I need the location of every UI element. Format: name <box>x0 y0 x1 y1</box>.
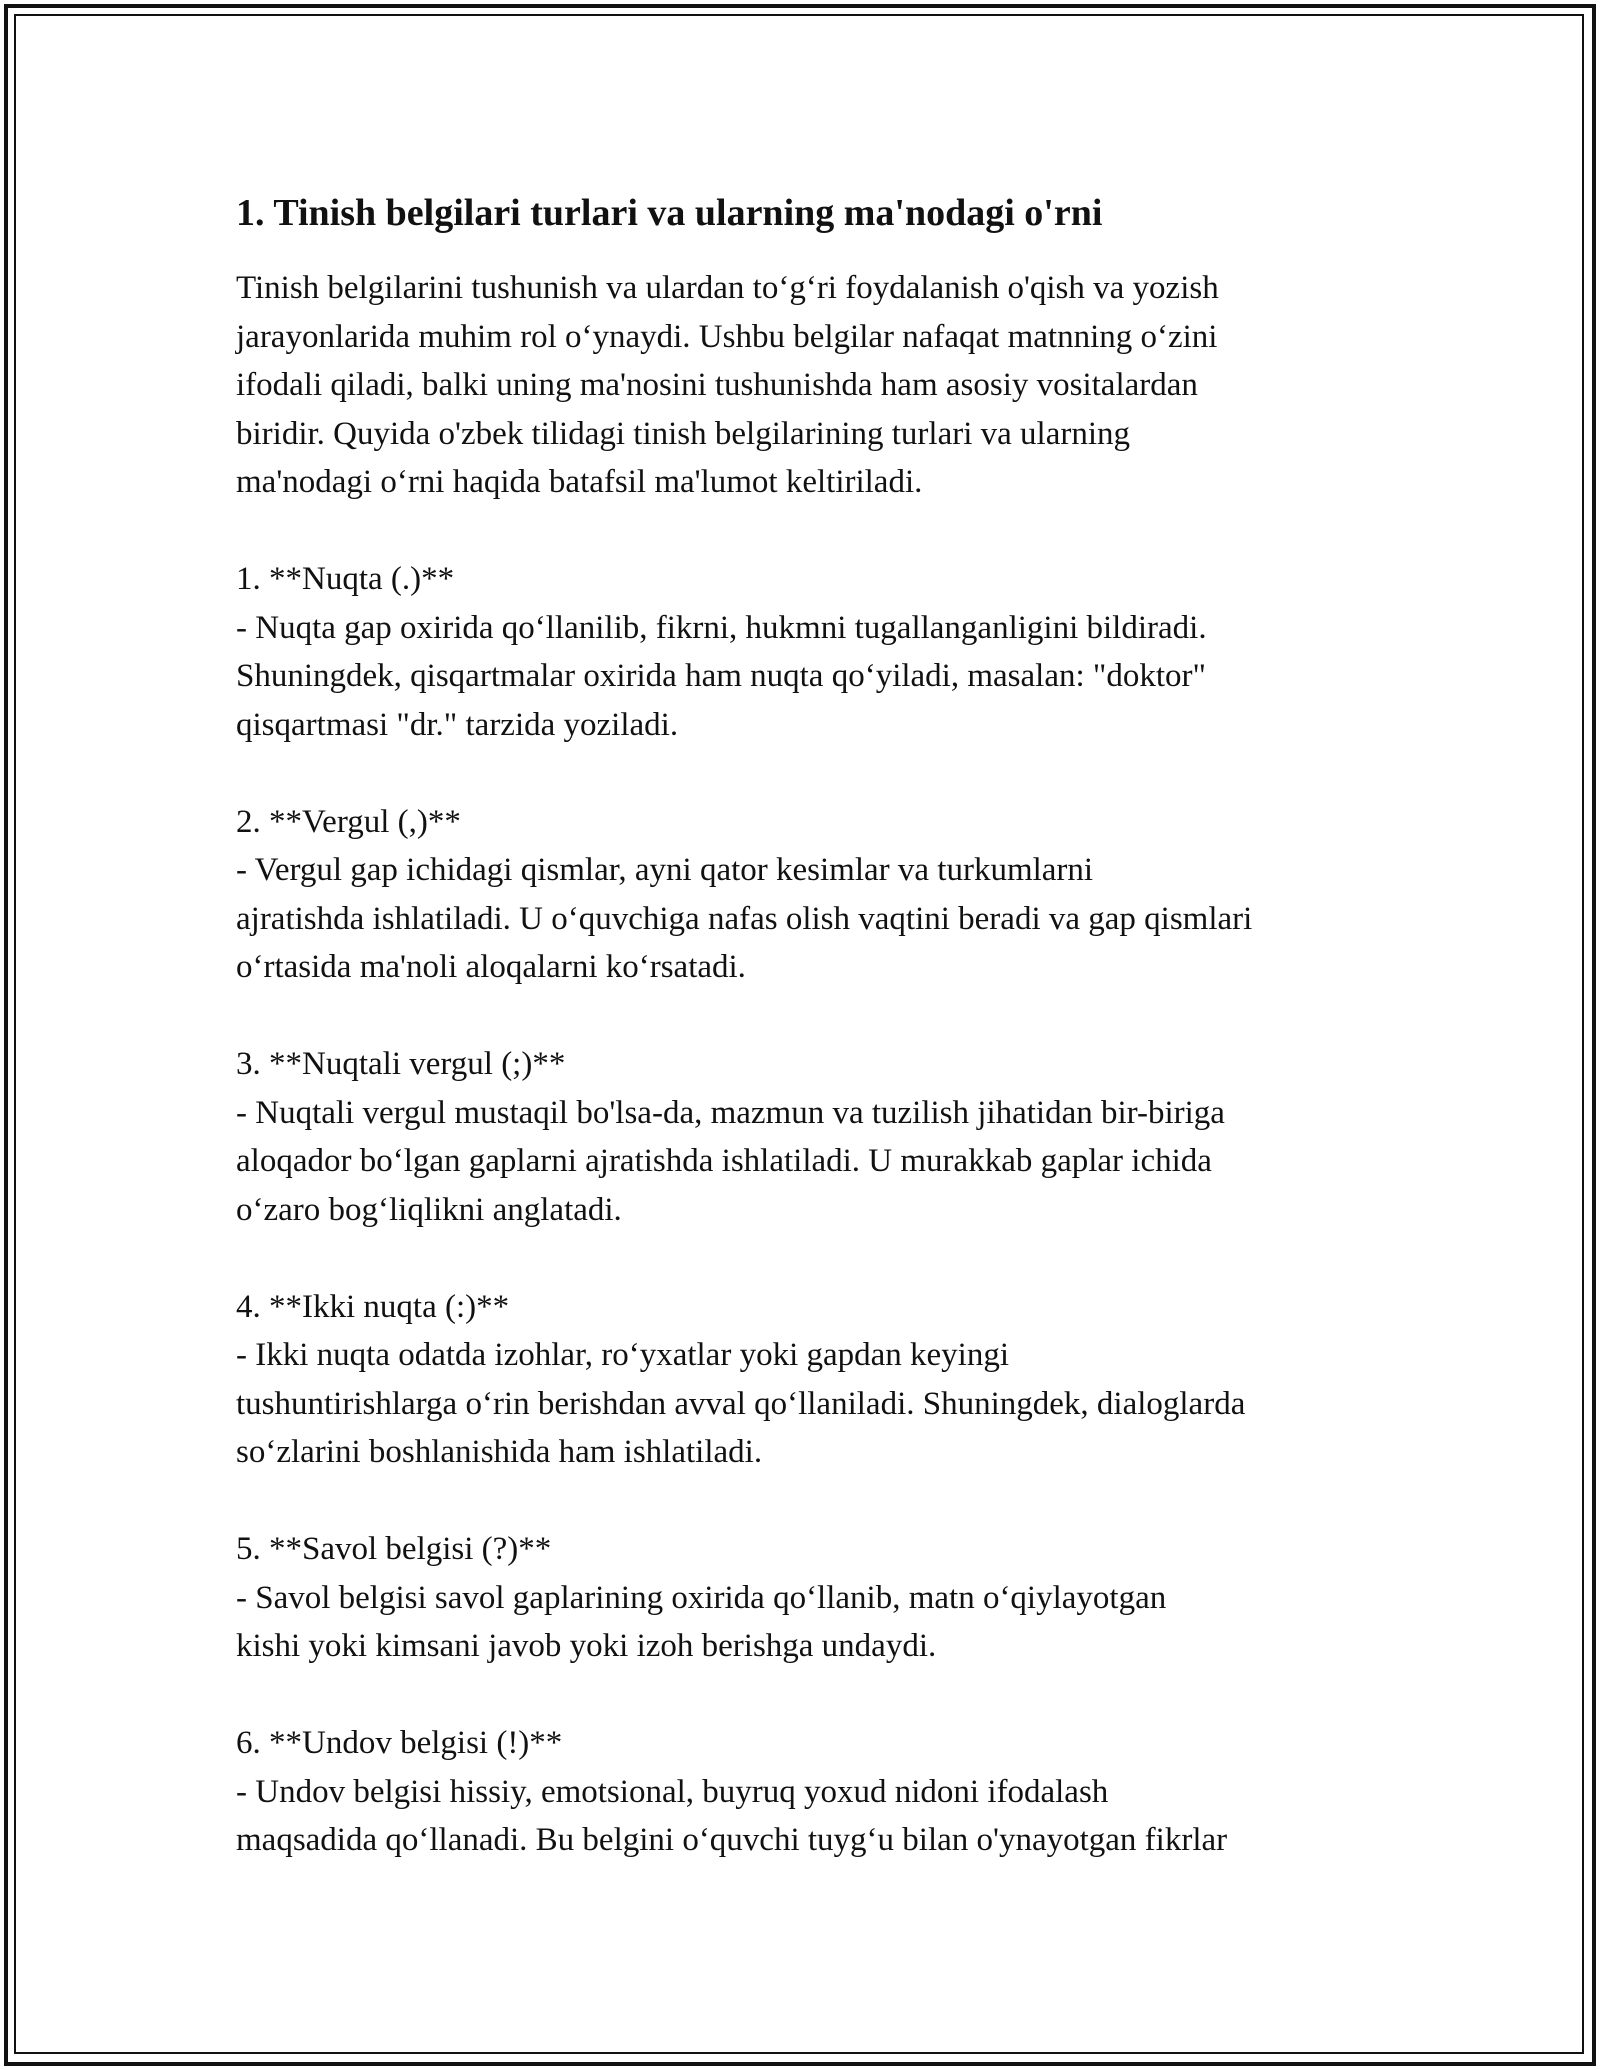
list-item-description: - Nuqta gap oxirida qo‘llanilib, fikrni, hukmni tugallanganligini bildiradi. Shuningdek, qisqartmalar oxirida ham nuqta qo‘yiladi, masalan: "doktor" qisqartmasi "dr." tarzida yoziladi. <box>236 609 1207 743</box>
intro-paragraph: Tinish belgilarini tushunish va ulardan to‘g‘ri foydalanish o'qish va yozish jarayonlarida muhim rol o‘ynaydi. Ushbu belgilar nafaqat matnning o‘zini ifodali qiladi, balki uning ma'nosini tushunishda ham asosiy vositalardan biridir. Quyida o'zbek tilidagi tinish belgilarining turlari va ularning ma'nodagi o‘rni haqida batafsil ma'lumot keltiriladi. <box>236 270 1219 500</box>
list-item-description: - Ikki nuqta odatda izohlar, ro‘yxatlar yoki gapdan keyingi tushuntirishlarga o‘rin berishdan avval qo‘llaniladi. Shuningdek, dialoglarda so‘zlarini boshlanishida ham ishlatiladi. <box>236 1337 1246 1470</box>
list-item-heading: 4. **Ikki nuqta (:)** <box>236 1288 510 1325</box>
list-item-savol-belgisi <box>236 1525 1416 1671</box>
list-item-vergul <box>236 798 1416 992</box>
list-item-heading: 3. **Nuqtali vergul (;)** <box>236 1046 566 1082</box>
list-item-description: - Vergul gap ichidagi qismlar, ayni qator kesimlar va turkumlarni ajratishda ishlatiladi. U o‘quvchiga nafas olish vaqtini beradi va gap qismlari o‘rtasida ma'noli aloqalarni ko‘rsatadi. <box>236 852 1253 985</box>
list-item-description: - Savol belgisi savol gaplarining oxirida qo‘llanib, matn o‘qiylayotgan kishi yoki kimsani javob yoki izoh berishga undaydi. <box>236 1579 1167 1664</box>
list-item-nuqta <box>236 555 1416 749</box>
list-item-undov-belgisi <box>236 1719 1416 1865</box>
document-title: 1. Tinish belgilari turlari va ularning ma'nodagi o'rni <box>236 192 1103 234</box>
list-item-heading: 6. **Undov belgisi (!)** <box>236 1725 563 1761</box>
document-body <box>236 188 1416 1865</box>
list-item-nuqtali-vergul <box>236 1040 1416 1234</box>
list-item-heading: 2. **Vergul (,)** <box>236 803 461 840</box>
list-item-heading: 5. **Savol belgisi (?)** <box>236 1531 552 1567</box>
list-item-description: - Undov belgisi hissiy, emotsional, buyruq yoxud nidoni ifodalash maqsadida qo‘llanadi. Bu belgini o‘quvchi tuyg‘u bilan o'ynayotgan fikrlar <box>236 1773 1228 1858</box>
list-item-ikki-nuqta <box>236 1283 1416 1477</box>
list-item-heading: 1. **Nuqta (.)** <box>236 561 455 597</box>
list-item-description: - Nuqtali vergul mustaqil bo'lsa-da, mazmun va tuzilish jihatidan bir-biriga aloqador bo‘lgan gaplarni ajratishda ishlatiladi. U murakkab gaplar ichida o‘zaro bog‘liqlikni anglatadi. <box>236 1094 1225 1228</box>
